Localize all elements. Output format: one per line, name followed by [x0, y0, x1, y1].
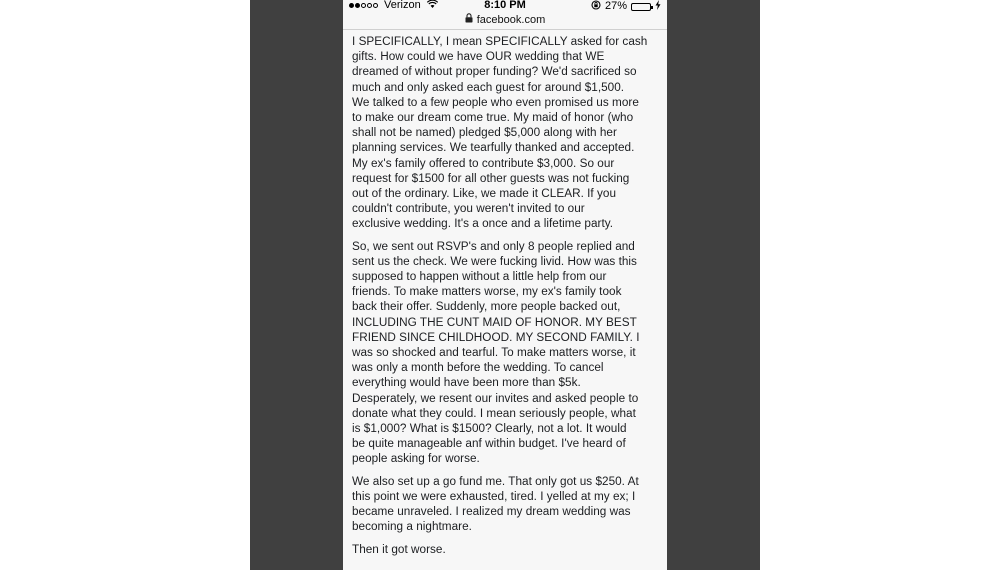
post-text-line: this point we were exhausted, tired. I yelled at my ex; I	[352, 489, 636, 503]
post-text-line: Desperately, we resent our invites and asked people to	[352, 391, 639, 405]
post-text-line: gifts. How could we have OUR wedding that WE	[352, 50, 605, 64]
address-bar[interactable]	[343, 12, 667, 28]
post-text-line: became unraveled. I realized my dream wedding was	[352, 505, 631, 519]
phone-screen	[343, 0, 667, 570]
post-text-line: to make our dream come true. My maid of honor (who	[352, 111, 634, 125]
post-text-line: My ex's family offered to contribute $3,000. So our	[352, 156, 615, 170]
post-text-line: much and only asked each guest for around $1,500.	[352, 80, 625, 94]
carrier-name: Verizon	[384, 0, 421, 11]
post-text-line: couldn't contribute, you weren't invited to our	[352, 202, 585, 216]
post-text-line: be quite manageable anf within budget. I've heard of	[352, 437, 626, 451]
url-text: facebook.com	[476, 14, 546, 26]
post-body	[352, 34, 664, 564]
post-text-line: We also set up a go fund me. That only got us $250. At	[352, 474, 639, 488]
post-text-line: FRIEND SINCE CHILDHOOD. MY SECOND FAMILY. I	[352, 330, 640, 344]
post-paragraph	[352, 34, 664, 232]
post-text-line: So, we sent out RSVP's and only 8 people replied and	[352, 239, 635, 253]
post-text-line: INCLUDING THE CUNT MAID OF HONOR. MY BEST	[352, 315, 637, 329]
post-text-line: request for $1500 for all other guests was not fucking	[352, 171, 630, 185]
right-margin	[760, 0, 1000, 570]
post-text-line: back their offer. Suddenly, more people backed out,	[352, 300, 621, 314]
lock-icon	[465, 12, 473, 28]
status-bar	[343, 0, 667, 11]
post-text-line: dreamed of without proper funding? We'd sacrificed so	[352, 65, 637, 79]
post-text-line: everything would have been more than $5k.	[352, 376, 581, 390]
battery-icon	[631, 3, 651, 11]
post-text-line: out of the ordinary. Like, we made it CLEAR. If you	[352, 187, 617, 201]
post-text-line: Then it got worse.	[352, 542, 446, 556]
post-text-line: I SPECIFICALLY, I mean SPECIFICALLY asked for cash	[352, 35, 648, 48]
left-dark-border	[250, 0, 343, 570]
battery-percent: 27%	[604, 0, 627, 12]
post-paragraph	[352, 474, 664, 535]
right-dark-border	[667, 0, 760, 570]
post-text-line: supposed to happen without a little help from our	[352, 270, 607, 284]
address-bar-divider	[343, 29, 667, 30]
post-text-line: friends. To make matters worse, my ex's family took	[352, 285, 622, 299]
post-text-line: was so shocked and tearful. To make matters worse, it	[352, 346, 636, 360]
post-text-line: shall not be named) pledged $5,000 along with her	[352, 126, 617, 140]
post-text-line: people asking for worse.	[352, 452, 480, 466]
post-text-line: was only a month before the wedding. To cancel	[352, 361, 604, 375]
post-paragraph	[352, 239, 664, 467]
post-text-line: exclusive wedding. It's a once and a lifetime party.	[352, 217, 614, 231]
status-time: 8:10 PM	[484, 0, 526, 11]
post-text-line: sent us the check. We were fucking livid. How was this	[352, 254, 637, 268]
post-text-line: becoming a nightmare.	[352, 520, 472, 534]
left-margin	[0, 0, 250, 570]
post-paragraph	[352, 542, 664, 557]
post-text-line: planning services. We tearfully thanked and accepted.	[352, 141, 635, 155]
post-text-line: donate what they could. I mean seriously people, what	[352, 406, 636, 420]
post-text-line: We talked to a few people who even promised us more	[352, 95, 639, 109]
post-text-line: is $1,000? What is $1500? Clearly, not a lot. It would	[352, 422, 627, 436]
